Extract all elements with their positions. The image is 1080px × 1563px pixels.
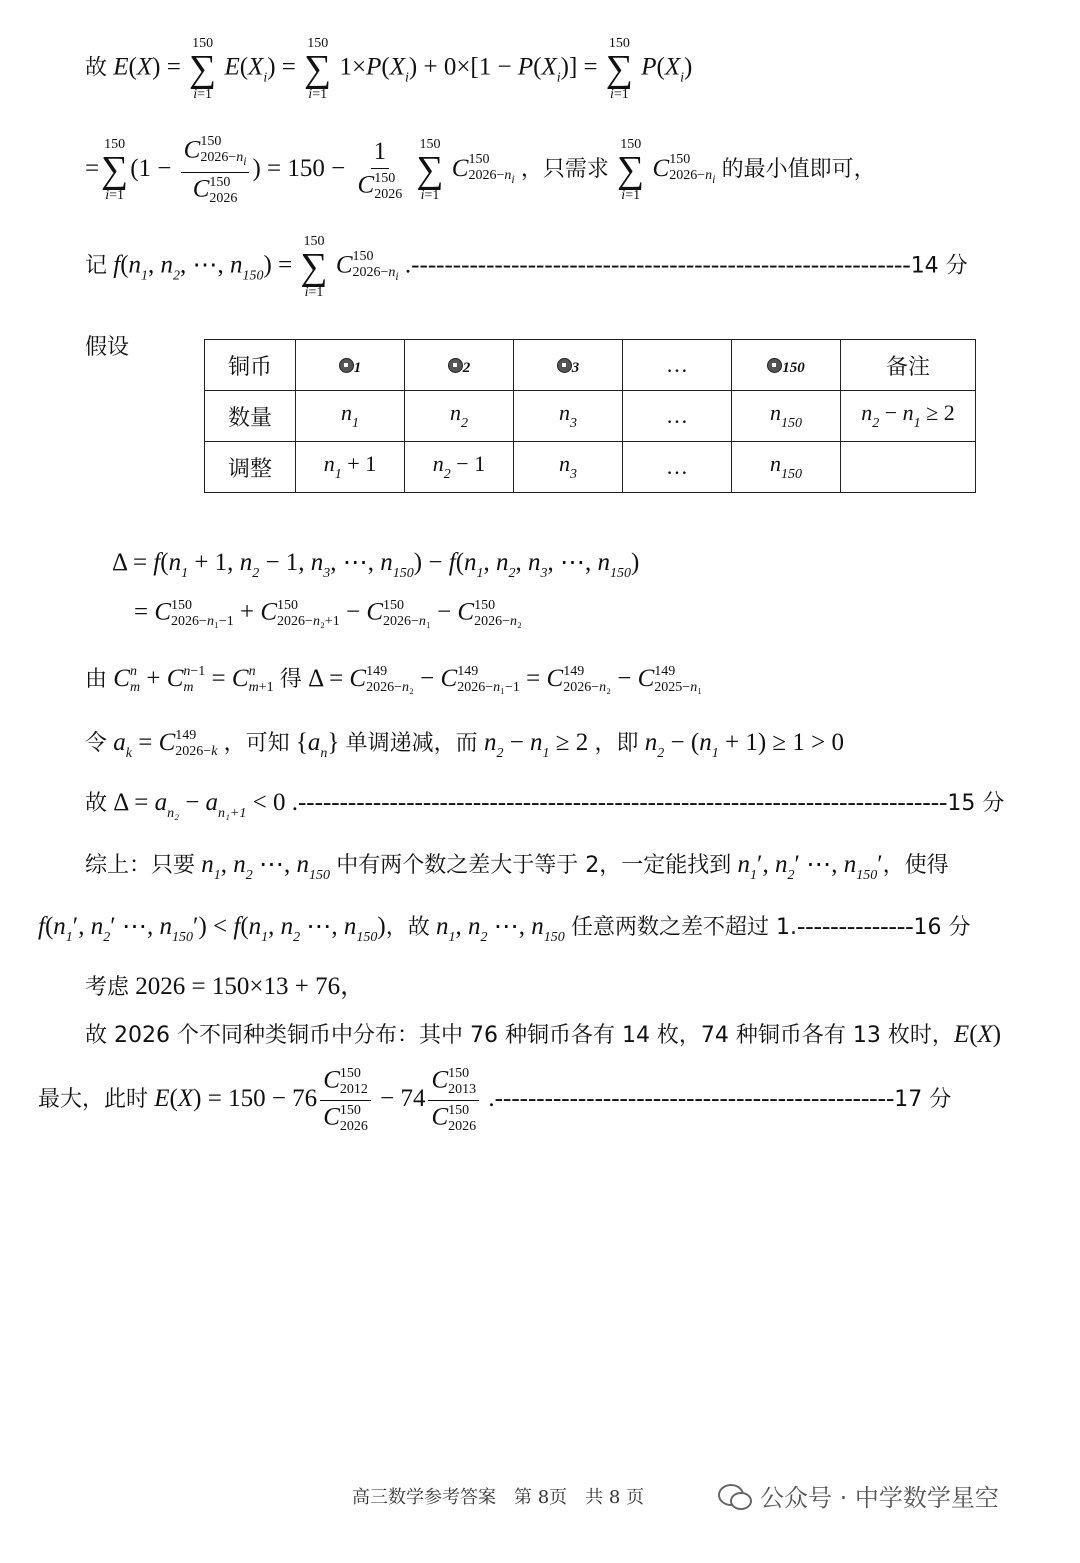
line-define-f: 记 $f(n_1$, $n_2$, ⋯, $n_{150}$) = 150 ∑ i=1 C 150 $2026-n_i$ .------------------------------------------------------------14 分: [85, 234, 968, 300]
line-delta-1: $\Delta = f(n_1 + 1$, $n_2 - 1$, $n_3$, ⋯, $n_{150}) - f(n_1$, $n_2$, $n_3$, ⋯, $n_{150}$): [112, 549, 640, 581]
table-cell: $n_3$: [514, 442, 623, 493]
text-gu: 故: [85, 55, 108, 81]
table-cell-note: $n_2 - n_1 \ge 2$: [841, 391, 976, 442]
line-expectation-2: = 150 ∑ i=1 (1 − C 150 $2026-n_i$ C 150 2026 ) = 150 − 1 C 150 2026 150 ∑ i=1 C 150 $2026-n_i$ ，只需求 150 ∑ i=1 C 150 $2026-n_i$ 的最小值即可，: [85, 134, 876, 206]
table-header-coin-2: 2: [405, 340, 514, 391]
table-cell: $n_1$: [296, 391, 405, 442]
row-label-count: 数量: [205, 391, 296, 442]
line-define-a: 令 $a_k = C$ 149 2026−k ，可知 $\{a_n\}$ 单调递减，而 $n_2 - n_1 \ge 2$ ，即 $n_2 - (n_1 + 1) \ge 1 > 0$: [85, 728, 844, 761]
coin-icon: [448, 358, 463, 373]
score-16: 16 分: [913, 915, 971, 940]
table-row: [205, 340, 976, 391]
table-header-note: 备注: [841, 340, 976, 391]
table-header-coin: 铜币: [205, 340, 296, 391]
line-max: 最大，此时 E(X) = 150 − 76 C 150 2012 C 150 2026 − 74 C 150 2013 C 150 2026 .------------------------------------------------17 分: [38, 1066, 952, 1134]
score-15: 15 分: [947, 791, 1005, 816]
score-17: 17 分: [894, 1087, 952, 1113]
line-consider: 考虑 2026 = 150×13 + 76，: [85, 973, 366, 1000]
line-summary-1: 综上：只要 $n_1$, $n_2$ ⋯, $n_{150}$ 中有两个数之差大于等于 2，一定能找到 $n_1'$, $n_2'$ ⋯, $n_{150}'$，使得: [85, 851, 949, 883]
table-header-coin-150: 150: [732, 340, 841, 391]
wechat-icon: [718, 1482, 752, 1510]
table-cell: $n_3$: [514, 391, 623, 442]
table-header-coin-1: 1: [296, 340, 405, 391]
table-cell: $n_2 - 1$: [405, 442, 514, 493]
table-cell: [841, 442, 976, 493]
score-14: 14 分: [910, 253, 968, 279]
line-summary-2: $f(n_1'$, $n_2'$ ⋯, $n_{150}') < f(n_1$, $n_2$ ⋯, $n_{150}$)，故 $n_1$, $n_2$ ⋯, $n_{150}$ 任意两数之差不超过 1.--------------16 分: [38, 913, 971, 945]
table-cell: $n_1 + 1$: [296, 442, 405, 493]
table-row: [205, 391, 976, 442]
line-delta-neg: 故 $\Delta = a_{n_2} - a_{n_1+1} < 0$ .------------------------------------------------------------------------------15 分: [85, 789, 1005, 821]
coin-icon: [339, 358, 354, 373]
table-cell: …: [623, 442, 732, 493]
coin-table: [204, 339, 976, 493]
table-header-ellipsis: …: [623, 340, 732, 391]
line-distribution: 故 2026 个不同种类铜币中分布：其中 76 种铜币各有 14 枚，74 种铜币各有 13 枚时，E(X): [85, 1021, 1002, 1048]
table-cell: $n_{150}$: [732, 391, 841, 442]
text-minimum: 的最小值即可，: [721, 157, 876, 183]
table-cell: $n_2$: [405, 391, 514, 442]
line-pascal: 由 C n m + C n−1 m = C n m+1 得 Δ = C 149 2026−n₂ − C 149 2026−n₁−1 = C 149 2026−n₂ − C 149 2025−n₁: [85, 664, 703, 696]
text-assume: 假设: [85, 335, 130, 360]
table-header-coin-3: 3: [514, 340, 623, 391]
watermark-text: 公众号 · 中学数学星空: [760, 1484, 999, 1512]
row-label-adjust: 调整: [205, 442, 296, 493]
text-ji: 记: [85, 253, 108, 279]
coin-icon: [557, 358, 572, 373]
table-cell: …: [623, 391, 732, 442]
table-row: [205, 442, 976, 493]
line-delta-2: = C 150 2026−n₁−1 + C 150 2026−n₂+1 − C 150 2026−n₁ − C 150 2026−n₂: [134, 598, 522, 629]
table-cell: $n_{150}$: [732, 442, 841, 493]
coin-icon: [767, 358, 782, 373]
page-footer: 高三数学参考答案 第 8页 共 8 页: [352, 1487, 645, 1508]
text-only-need: ，只需求: [520, 157, 609, 183]
watermark: [718, 1478, 999, 1513]
line-expectation-1: 故 E(X) = 150 ∑ i=1 $E(X_i)$ = 150 ∑ i=1 $1\times P(X_i) + 0\times[1 - P(X_i)]$ = 150 ∑ i=1 $P(X_i)$: [85, 36, 693, 102]
